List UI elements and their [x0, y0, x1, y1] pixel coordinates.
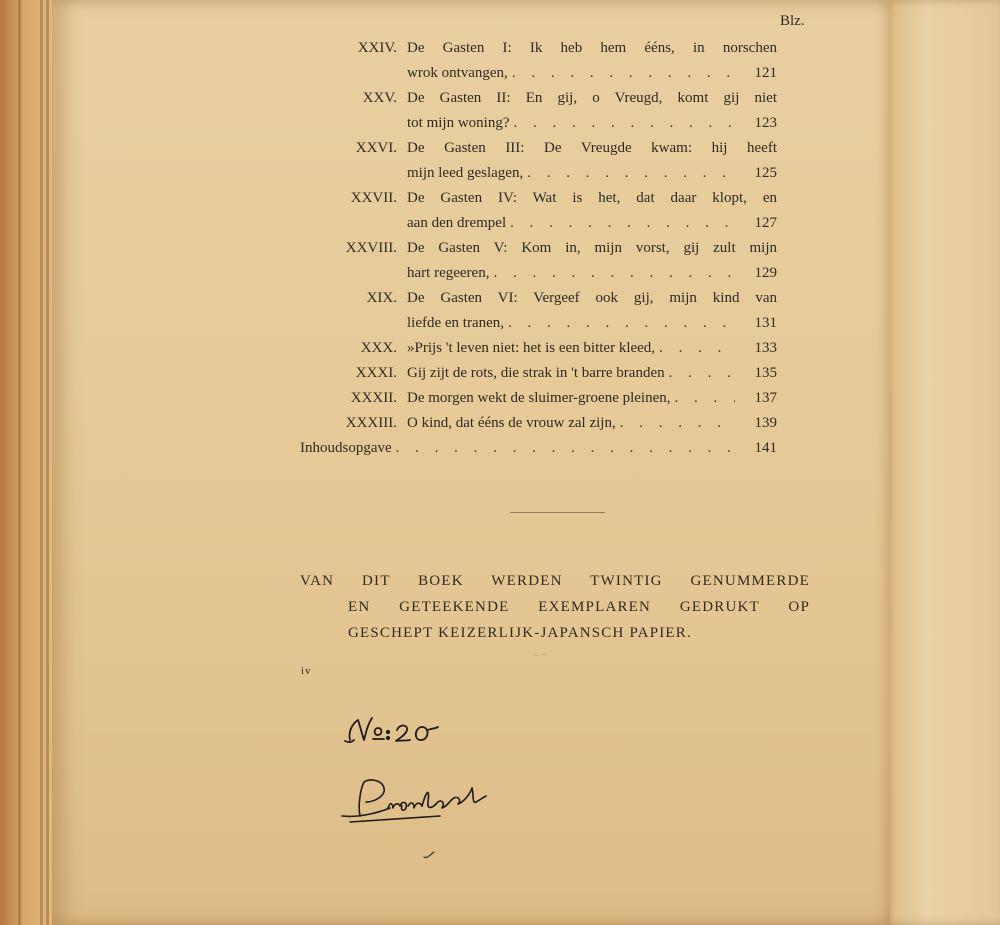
toc-entry-number: XXXIII. [345, 415, 397, 431]
toc-leader-dots [659, 336, 735, 361]
faint-stamp-mark: ~ ~ [532, 649, 547, 662]
toc-entry [300, 136, 810, 186]
toc-entry-number: XXX. [360, 340, 397, 356]
toc-entry-title-cont: hart regeeren, [407, 265, 490, 281]
handwritten-signature [330, 772, 510, 837]
toc-entry-number: XXVI. [355, 140, 397, 156]
toc-entry-title: De Gasten I: Ik heb hem ééns, in norschen [407, 40, 777, 56]
toc-leader-dots [508, 311, 735, 336]
colophon-line: EN GETEEKENDE EXEMPLAREN GEDRUKT OP [348, 599, 810, 615]
page-number: iv [301, 665, 312, 677]
toc-entry [300, 86, 810, 136]
toc-entry-number: XXVIII. [345, 240, 397, 256]
toc-entry-number: XXV. [362, 90, 397, 106]
toc-entry-page: 131 [754, 315, 777, 331]
toc-leader-dots [512, 61, 735, 86]
toc-leader-dots [514, 111, 736, 136]
toc-entry-title: Gij zijt de rots, die strak in 't barre branden [407, 365, 665, 381]
toc-entry [300, 386, 810, 411]
toc-entry [300, 336, 810, 361]
toc-entry [300, 186, 810, 236]
colophon [300, 568, 810, 646]
toc-entry-title-cont: wrok ontvangen, [407, 65, 508, 81]
toc-entry-page: 127 [754, 215, 777, 231]
toc-entry-page: 141 [754, 440, 777, 456]
toc-leader-dots [620, 411, 735, 436]
toc-entry-title: De Gasten IV: Wat is het, dat daar klopt, en [407, 190, 777, 206]
toc-entry-page: 139 [754, 415, 777, 431]
toc-entry-page: 129 [754, 265, 777, 281]
section-divider [510, 512, 605, 513]
colophon-line: VAN DIT BOEK WERDEN TWINTIG GENUMMERDE [300, 573, 810, 589]
toc-entry-title: De Gasten II: En gij, o Vreugd, komt gij niet [407, 90, 777, 106]
toc-leader-dots [510, 211, 735, 236]
toc-entry-page: 123 [754, 115, 777, 131]
toc-entry-title: Inhoudsopgave [300, 440, 392, 456]
toc-leader-dots [527, 161, 735, 186]
toc-entry-title: De Gasten III: De Vreugde kwam: hij heeft [407, 140, 777, 156]
toc-entry-number: XXXII. [350, 390, 397, 406]
toc-entry-index [300, 436, 810, 461]
toc-entry-title: O kind, dat ééns de vrouw zal zijn, [407, 415, 616, 431]
toc-entry-page: 121 [754, 65, 777, 81]
toc-entry-number: XXIV. [357, 40, 397, 56]
handwritten-copy-number [342, 710, 447, 760]
toc-page-header: Blz. [780, 13, 805, 29]
toc-entry [300, 361, 810, 386]
toc-entry-page: 125 [754, 165, 777, 181]
toc-entry-page: 133 [754, 340, 777, 356]
toc-entry-title-cont: liefde en tranen, [407, 315, 505, 331]
toc-entry-page: 135 [754, 365, 777, 381]
toc-entry-title: De Gasten VI: Vergeef ook gij, mijn kind van [407, 290, 777, 306]
handwritten-number-glyphs [342, 710, 447, 755]
table-of-contents [300, 36, 810, 461]
toc-entry-title: »Prijs 't leven niet: het is een bitter kleed, [407, 340, 656, 356]
signature-glyphs [330, 772, 510, 832]
toc-entry-number: XIX. [366, 290, 397, 306]
colophon-line: GESCHEPT KEIZERLIJK-JAPANSCH PAPIER. [348, 625, 692, 641]
toc-entry-title-cont: mijn leed geslagen, [407, 165, 524, 181]
toc-entry-title: De morgen wekt de sluimer-groene pleinen, [407, 390, 671, 406]
toc-entry-page: 137 [754, 390, 777, 406]
toc-entry-number: XXVII. [350, 190, 397, 206]
toc-entry-title-cont: tot mijn woning? [407, 115, 510, 131]
toc-leader-dots [669, 361, 735, 386]
toc-leader-dots [396, 436, 735, 461]
toc-leader-dots [493, 261, 735, 286]
pencil-tick-mark [422, 848, 436, 866]
toc-entry [300, 286, 810, 336]
toc-entry [300, 411, 810, 436]
toc-entry-number: XXXI. [355, 365, 397, 381]
toc-leader-dots [675, 386, 735, 411]
toc-entry-title-cont: aan den drempel [407, 215, 507, 231]
toc-entry [300, 36, 810, 86]
book-right-edge [880, 0, 1000, 925]
toc-entry-title: De Gasten V: Kom in, mijn vorst, gij zult mijn [407, 240, 777, 256]
toc-entry [300, 236, 810, 286]
